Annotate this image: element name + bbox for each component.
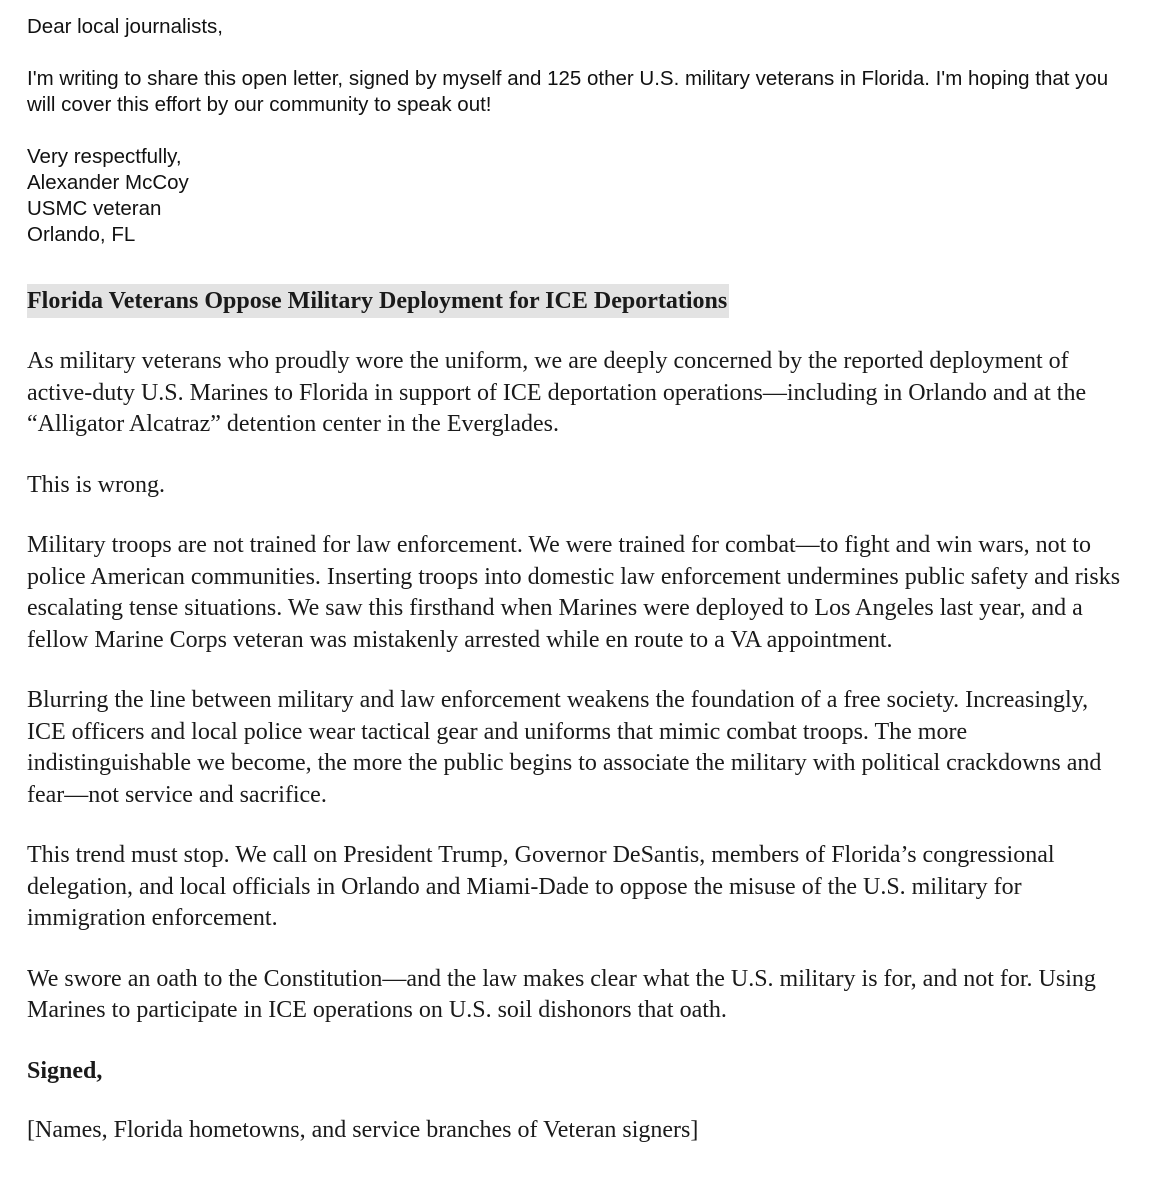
- email-signature: [27, 144, 1127, 248]
- letter-paragraph: We swore an oath to the Constitution—and the law makes clear what the U.S. military is for, and not for. Using Marines to participate in ICE operations on U.S. soil dishonors that oath.: [27, 965, 1096, 1023]
- open-letter: [27, 284, 1127, 1176]
- email-greeting: Dear local journalists,: [27, 15, 223, 38]
- email-intro: [27, 14, 1127, 248]
- signed-label: Signed,: [27, 1057, 103, 1084]
- sender-name: Alexander McCoy: [27, 171, 189, 194]
- signers-placeholder: [Names, Florida hometowns, and service branches of Veteran signers]: [27, 1117, 699, 1143]
- sender-title: USMC veteran: [27, 197, 162, 220]
- letter-title: Florida Veterans Oppose Military Deployment for ICE Deportations: [27, 284, 729, 318]
- sender-location: Orlando, FL: [27, 223, 136, 246]
- letter-paragraph: This is wrong.: [27, 471, 165, 498]
- letter-paragraph: As military veterans who proudly wore the uniform, we are deeply concerned by the reported deployment of active-duty U.S. Marines to Florida in support of ICE deportation operations—including in Orlando and at the “Alligator Alcatraz” detention center in the Everglades.: [27, 348, 1087, 437]
- letter-paragraph: Blurring the line between military and law enforcement weakens the foundation of a free society. Increasingly, ICE officers and local police wear tactical gear and uniforms that mimic combat troops. The more indistinguishable we become, the more the public begins to associate the military with political crackdowns and fear—not service and sacrifice.: [27, 687, 1102, 808]
- email-body: I'm writing to share this open letter, signed by myself and 125 other U.S. military veterans in Florida. I'm hoping that you will cover this effort by our community to speak out!: [27, 67, 1109, 116]
- letter-paragraph: Military troops are not trained for law enforcement. We were trained for combat—to fight and win wars, not to police American communities. Inserting troops into domestic law enforcement undermines public safety and risks escalating tense situations. We saw this firsthand when Marines were deployed to Los Angeles last year, and a fellow Marine Corps veteran was mistakenly arrested while en route to a VA appointment.: [27, 532, 1121, 653]
- email-closing: Very respectfully,: [27, 145, 182, 168]
- letter-paragraph: This trend must stop. We call on President Trump, Governor DeSantis, members of Florida’s congressional delegation, and local officials in Orlando and Miami-Dade to oppose the misuse of the U.S. military for immigration enforcement.: [27, 842, 1055, 931]
